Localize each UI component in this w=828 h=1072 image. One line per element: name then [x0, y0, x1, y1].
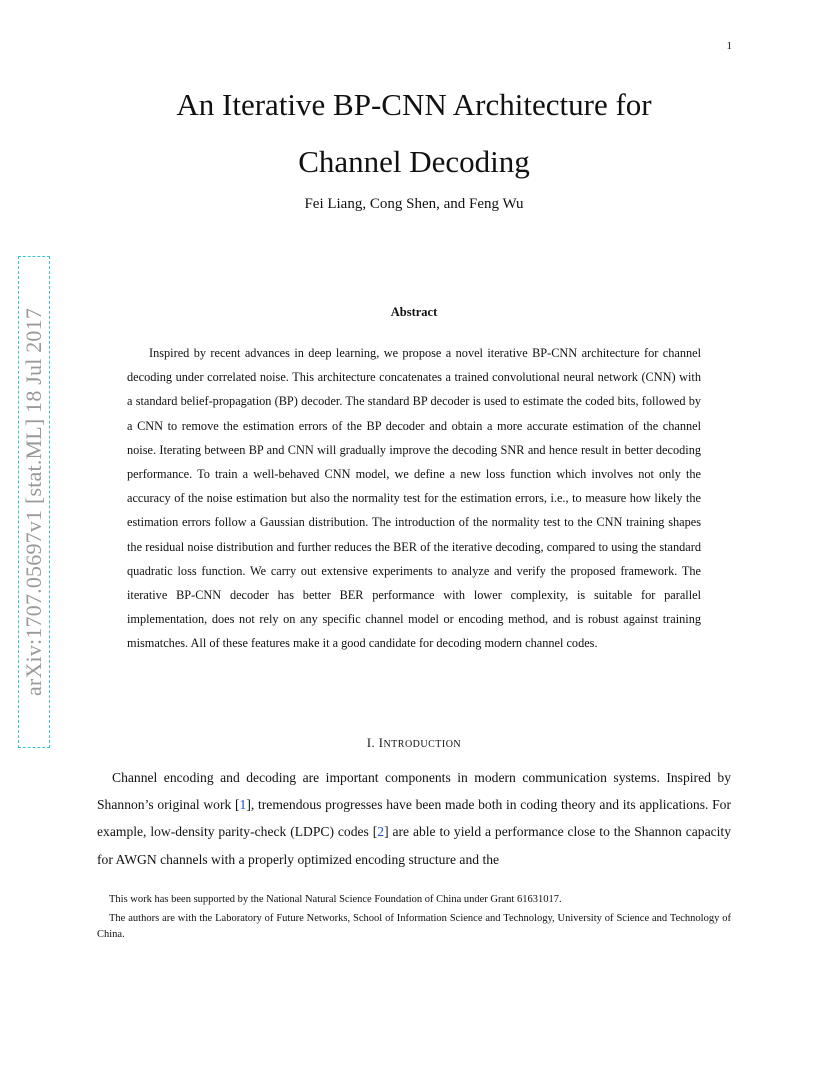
- intro-text-part2: , tremendous progresses have been made both in coding theory and its applications. For example, low-density parity-check (LDPC) codes: [97, 797, 732, 840]
- arxiv-stamp-text: arXiv:1707.05697v1 [stat.ML] 18 Jul 2017: [21, 307, 46, 697]
- paper-title: [100, 76, 728, 190]
- footnote-funding: This work has been supported by the National Natural Science Foundation of China under Grant 61631017.: [109, 894, 562, 905]
- authors: Fei Liang, Cong Shen, and Feng Wu: [304, 196, 524, 212]
- section-number: I.: [366, 736, 376, 750]
- intro-text-part1: Channel encoding and decoding are important components in modern communication systems. Inspired by Shannon’s original work: [97, 770, 731, 813]
- abstract-text: Inspired by recent advances in deep learning, we propose a novel iterative BP-CNN architecture for channel decoding under correlated noise. This architecture concatenates a trained convolutional neural network (CNN) with a standard belief-propagation (BP) decoder. The standard BP decoder is used to estimate the coded bits, followed by a CNN to remove the estimation errors of the BP decoder and obtain a more accurate estimation of the channel noise. Iterating between BP and CNN will gradually improve the decoding SNR and hence result in better decoding performance. To train a well-behaved CNN model, we define a new loss function which involves not only the accuracy of the noise estimation but also the normality test for the estimation errors, i.e., to measure how likely the estimation errors follow a Gaussian distribution. The introduction of the normality test to the CNN training shapes the residual noise distribution and further reduces the BER of the iterative decoding, compared to using the standard quadratic loss function. We carry out extensive experiments to analyze and verify the proposed framework. The iterative BP-CNN decoder has better BER performance with lower complexity, is suitable for parallel implementation, does not rely on any specific channel model or encoding method, and is robust against training mismatches. All of these features make it a good candidate for decoding modern channel codes.: [127, 346, 701, 651]
- section-heading-introduction: [100, 736, 728, 751]
- intro-paragraph: [97, 764, 731, 873]
- footnotes: [97, 892, 731, 943]
- title-line-2: Channel Decoding: [298, 144, 530, 179]
- page-number: 1: [726, 40, 732, 52]
- intro-text-part3: are able to yield a performance close to the Shannon capacity for AWGN channels with a properly optimized encoding structure and the: [97, 824, 731, 867]
- abstract-heading: Abstract: [390, 305, 438, 319]
- footnote-affiliation: The authors are with the Laboratory of Future Networks, School of Information Science and Technology, University of Science and Technology of China.: [97, 913, 731, 940]
- section-title-rest: NTRODUCTION: [383, 739, 462, 750]
- citation-link-2[interactable]: [2]: [372, 824, 389, 840]
- citation-number-1: 1: [239, 797, 247, 813]
- section-title-initial: I: [378, 736, 384, 750]
- citation-number-2: 2: [377, 824, 385, 840]
- citation-link-1[interactable]: [1]: [235, 797, 251, 813]
- arxiv-stamp[interactable]: [18, 256, 50, 748]
- title-line-1: An Iterative BP-CNN Architecture for: [176, 87, 652, 122]
